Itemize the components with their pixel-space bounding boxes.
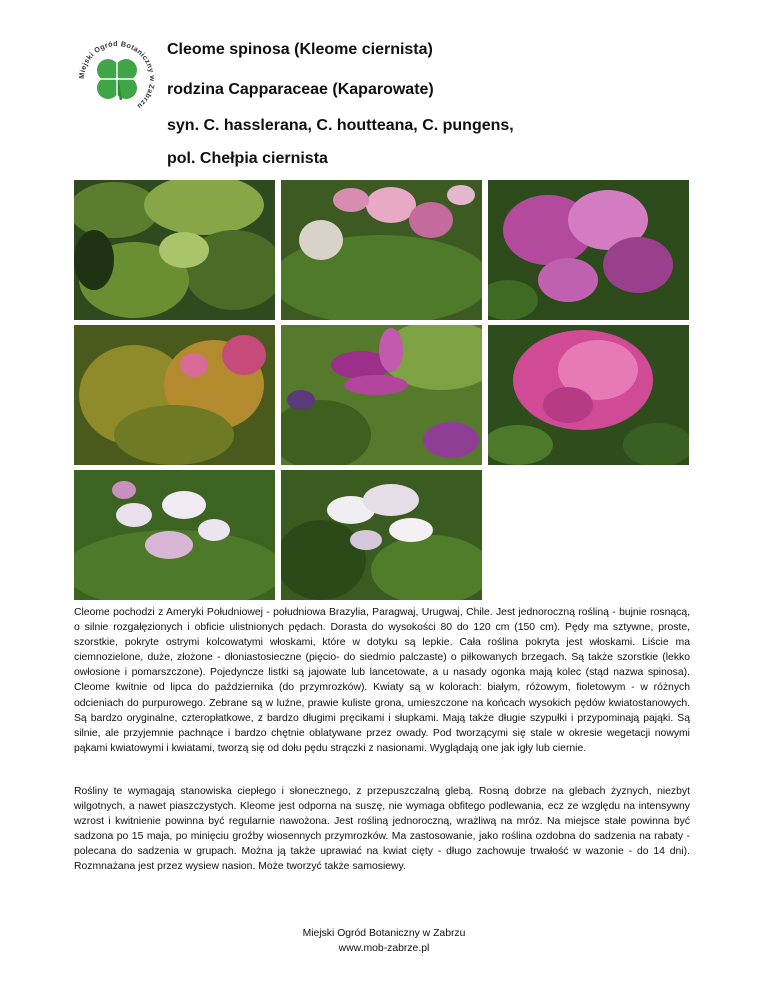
title-polish-name: pol. Chełpia ciernista	[167, 150, 328, 167]
title-family: rodzina Capparaceae (Kaparowate)	[167, 81, 434, 98]
photo-pink-flower-closeup	[488, 325, 689, 465]
photo-gallery	[74, 180, 690, 600]
photo-purple-flower-closeup	[281, 325, 482, 465]
footer-organization: Miejski Ogród Botaniczny w Zabrzu	[302, 928, 466, 939]
photo-white-flowers	[281, 470, 482, 600]
four-leaf-clover-icon	[97, 59, 137, 100]
logo-ring-text: Miejski Ogród Botaniczny w Zabrzu	[76, 38, 158, 112]
photo-white-pink-flowers	[74, 470, 275, 600]
cultivation-paragraph: Rośliny te wymagają stanowiska ciepłego i słonecznego, z przepuszczalną glebą. Rosną dobrze na glebach żyznych, niezbyt wilgotnych, a nawet piaszczystych. Kleome jest odporna na suszę, nie wymaga obfitego podlewania, ecz ze względu na intensywny wzrost i kwitnienie powinna być regularnie nawożona. Jest rośliną jednoroczną, wrażliwą na mróz. Na miejsce stałe powinna być sadzona po 15 maja, po minięciu groźby wiosennych przymrozków. Ma zastosowanie, jako roślina ozdobna do sadzenia na rabaty - polecana do sadzenia w grupach. Można ją także uprawiać na kwiat cięty - długo zachowuje trwałość w wazonie - do 14 dni). Rozmnażana jest przez wysiew nasion. Może tworzyć także samosiewy.	[74, 786, 690, 873]
description-paragraph: Cleome pochodzi z Ameryki Południowej - południowa Brazylia, Paragwaj, Urugwaj, Chile. Jest jednoroczną rośliną - bujnie rosnącą, o silnie rozgałęzionych i obficie ulistnionych pędach. Dorasta do wysokości 80 do 120 cm (150 cm). Pędy ma sztywne, proste, szorstkie, pokryte ostrymi kolcowatymi włoskami, które w dotyku są lepkie. Cała roślina pokryta jest włoskami. Liście ma ciemnozielone, duże, złożone - dłoniastosieczne (pięcio- do siedmio palczaste) o piłkowanych brzegach. Są także szorstkie (lekko owłosione i pomarszczone). Pojedyncze listki są jajowate lub lancetowate, a u nasady ogonka mają kolec (stąd nazwa spinosa). Cleome kwitnie od lipca do października (do przymrozków). Kwiaty są w kolorach: białym, różowym, fioletowym - w różnych odcieniach do purpurowego. Zebrane są w luźne, prawie kuliste grona, umieszczone na końcach wysokich pędów kwiatostanowych. Są bardzo oryginalne, czteropłatkowe, z bardzo długimi pręcikami i słupkami. Mają także długie szypułki i przypominają pająki. Są silnie, ale przyjemnie pachnące i bardzo chętnie oblatywane przez owady. Pod tworzącymi się stale w okresie wegetacji nowymi pąkami kwiatowymi i kwiatami, tworzą się od dołu pędu strączki z nasionami. Wyglądają one jak igły lub ciernie.	[74, 607, 690, 754]
garden-logo	[74, 36, 160, 122]
photo-pink-flowers	[281, 180, 482, 320]
footer-website-link[interactable]: www.mob-zabrze.pl	[338, 943, 430, 954]
photo-magenta-flowers	[488, 180, 689, 320]
title-species: Cleome spinosa (Kleome ciernista)	[167, 41, 433, 58]
photo-green-leaves	[74, 180, 275, 320]
title-synonyms: syn. C. hasslerana, C. houtteana, C. pungens,	[167, 117, 514, 134]
photo-autumn-foliage	[74, 325, 275, 465]
